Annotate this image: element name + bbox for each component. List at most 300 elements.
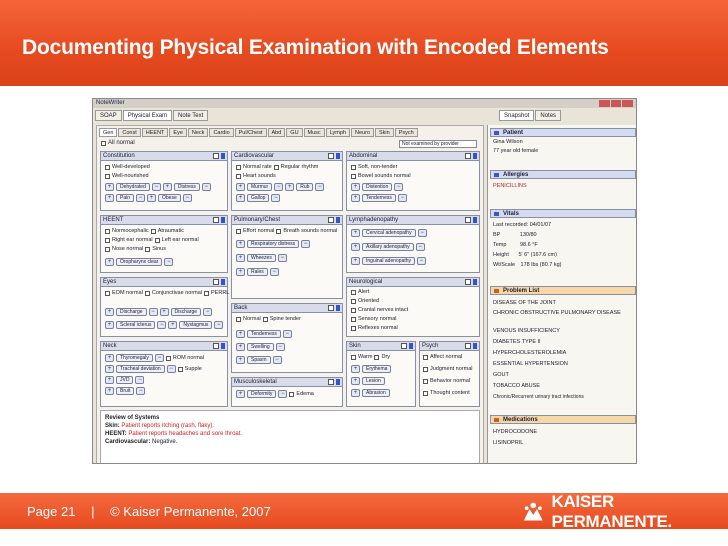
add-finding-button[interactable]: + xyxy=(105,387,114,395)
check-label: Heart sounds xyxy=(243,173,276,179)
remove-finding-button[interactable]: − xyxy=(149,308,158,316)
add-finding-button[interactable]: + xyxy=(105,354,114,362)
check-label: Well-developed xyxy=(112,164,150,170)
checkbox[interactable] xyxy=(145,291,150,296)
subtab[interactable]: Const xyxy=(118,128,140,137)
options-icon[interactable] xyxy=(213,343,219,349)
ros-text: Patient reports itching (rash, flaky). xyxy=(121,423,215,429)
remove-finding-button[interactable]: − xyxy=(283,330,292,338)
checkbox[interactable] xyxy=(274,165,279,170)
finding-button[interactable]: Cervical adenopathy xyxy=(362,229,416,237)
checkbox[interactable] xyxy=(374,355,379,360)
add-finding-button[interactable]: + xyxy=(168,321,177,329)
checkbox[interactable] xyxy=(236,165,241,170)
add-finding-button[interactable]: + xyxy=(147,194,156,202)
check-row[interactable] xyxy=(105,173,149,179)
finding-row[interactable] xyxy=(236,240,310,248)
check-row[interactable] xyxy=(105,237,199,243)
section-heent xyxy=(100,215,228,273)
add-finding-button[interactable]: + xyxy=(236,356,245,364)
subtab[interactable]: Cardio xyxy=(209,128,233,137)
review-of-systems-text[interactable] xyxy=(100,410,480,464)
section-cardio xyxy=(231,151,343,211)
check-row[interactable] xyxy=(351,173,411,179)
add-finding-button[interactable]: + xyxy=(236,343,245,351)
remove-finding-button[interactable]: − xyxy=(418,229,427,237)
tab-note-text[interactable]: Note Text xyxy=(173,110,208,121)
finding-row[interactable] xyxy=(351,183,403,191)
subtab[interactable]: HEENT xyxy=(142,128,169,137)
finding-button[interactable]: Discharge xyxy=(116,308,147,316)
checkbox[interactable] xyxy=(155,238,160,243)
remove-finding-button[interactable]: − xyxy=(394,183,403,191)
check-row[interactable] xyxy=(236,164,318,170)
problem-item[interactable]: DISEASE OF THE JOINT xyxy=(493,300,556,306)
problem-item[interactable]: CHRONIC OBSTRUCTIVE PULMONARY DISEASE xyxy=(493,310,621,316)
add-finding-button[interactable]: + xyxy=(351,377,360,385)
flag-icon[interactable] xyxy=(221,343,225,349)
check-row[interactable] xyxy=(236,316,301,322)
remove-finding-button[interactable]: − xyxy=(136,387,145,395)
finding-button[interactable]: Rales xyxy=(247,268,268,276)
checkbox[interactable] xyxy=(105,174,110,179)
check-row[interactable] xyxy=(236,173,276,179)
finding-button[interactable]: Swelling xyxy=(247,343,274,351)
check-label: Nose normal xyxy=(112,246,144,252)
flag-icon[interactable] xyxy=(336,305,340,311)
add-finding-button[interactable]: + xyxy=(236,254,245,262)
medication-item[interactable]: LISINOPRIL xyxy=(493,440,524,446)
add-finding-button[interactable]: + xyxy=(285,183,294,191)
flag-icon[interactable] xyxy=(473,343,477,349)
finding-button[interactable]: Axillary adenopathy xyxy=(362,243,414,251)
remove-finding-button[interactable]: − xyxy=(301,240,310,248)
checkbox[interactable] xyxy=(178,367,183,372)
finding-row[interactable] xyxy=(105,321,223,329)
checkbox[interactable] xyxy=(263,317,268,322)
vital-label: Wt/Scale xyxy=(493,262,516,268)
check-row[interactable] xyxy=(351,316,397,322)
check-row[interactable] xyxy=(105,246,166,252)
vital-row xyxy=(493,252,557,258)
subtab[interactable]: Pul/Chest xyxy=(235,128,267,137)
finding-row[interactable] xyxy=(105,376,144,384)
finding-row[interactable] xyxy=(236,356,282,364)
checkbox[interactable] xyxy=(105,291,110,296)
remove-finding-button[interactable]: − xyxy=(416,243,425,251)
remove-finding-button[interactable]: − xyxy=(164,258,173,266)
options-icon[interactable] xyxy=(465,153,471,159)
finding-button[interactable]: Dehydrated xyxy=(116,183,150,191)
finding-row[interactable] xyxy=(105,387,145,395)
finding-button[interactable]: Obese xyxy=(158,194,181,202)
check-row[interactable] xyxy=(351,164,397,170)
section-neck xyxy=(100,341,228,407)
vitals-header[interactable]: Vitals xyxy=(490,209,636,218)
add-finding-button[interactable]: + xyxy=(105,376,114,384)
remove-finding-button[interactable]: − xyxy=(214,321,223,329)
checkbox[interactable] xyxy=(236,174,241,179)
check-label: Behavior normal xyxy=(430,378,471,384)
patient-header[interactable]: Patient xyxy=(490,128,636,137)
add-finding-button[interactable]: + xyxy=(105,365,114,373)
vital-value: 5' 6" (167.6 cm) xyxy=(518,252,557,258)
section-title: Skin xyxy=(349,343,361,349)
check-label: Left ear normal xyxy=(161,237,199,243)
remove-finding-button[interactable]: − xyxy=(315,183,324,191)
ros-text: Patient reports headaches and sore throat. xyxy=(128,431,243,437)
finding-row[interactable] xyxy=(236,390,314,398)
add-finding-button[interactable]: + xyxy=(351,389,360,397)
add-finding-button[interactable]: + xyxy=(351,243,360,251)
finding-button[interactable]: Tenderness xyxy=(362,194,396,202)
checkbox[interactable] xyxy=(351,174,356,179)
finding-button[interactable]: Rub xyxy=(296,183,313,191)
subtab[interactable]: Eye xyxy=(169,128,186,137)
add-finding-button[interactable]: + xyxy=(236,268,245,276)
checkbox[interactable] xyxy=(423,391,428,396)
remove-finding-button[interactable]: − xyxy=(203,308,212,316)
remove-finding-button[interactable]: − xyxy=(167,365,176,373)
section-abdominal xyxy=(346,151,480,211)
checkbox[interactable] xyxy=(351,317,356,322)
add-finding-button[interactable]: + xyxy=(160,308,169,316)
checkbox[interactable] xyxy=(151,229,156,234)
check-row[interactable] xyxy=(351,354,390,360)
finding-row[interactable] xyxy=(351,257,426,265)
add-finding-button[interactable]: + xyxy=(105,194,114,202)
checkbox[interactable] xyxy=(105,165,110,170)
finding-row[interactable] xyxy=(351,389,390,397)
checkbox[interactable] xyxy=(351,165,356,170)
remove-finding-button[interactable]: − xyxy=(270,268,279,276)
medication-item[interactable]: HYDROCODONE xyxy=(493,429,538,435)
finding-button[interactable]: Deformity xyxy=(247,390,276,398)
finding-button[interactable]: Bruit xyxy=(116,387,134,395)
tab-soap[interactable]: SOAP xyxy=(95,110,122,121)
section-header xyxy=(347,342,415,351)
checkbox[interactable] xyxy=(236,317,241,322)
finding-button[interactable]: Discharge xyxy=(171,308,202,316)
remove-finding-button[interactable]: − xyxy=(417,257,426,265)
add-finding-button[interactable]: + xyxy=(351,194,360,202)
all-normal-checkbox[interactable] xyxy=(101,140,135,146)
finding-button[interactable]: Distress xyxy=(174,183,200,191)
check-row[interactable] xyxy=(423,366,473,372)
problem-item[interactable]: HYPERCHOLESTEROLEMIA xyxy=(493,350,567,356)
finding-row[interactable] xyxy=(351,194,407,202)
section-header xyxy=(101,342,227,351)
check-row[interactable] xyxy=(105,164,150,170)
finding-button[interactable]: Murmur xyxy=(247,183,272,191)
window-controls[interactable] xyxy=(599,100,633,107)
flag-icon[interactable] xyxy=(473,217,477,223)
options-icon[interactable] xyxy=(213,217,219,223)
check-row[interactable] xyxy=(351,307,408,313)
flag-icon[interactable] xyxy=(473,153,477,159)
slide-title-bar xyxy=(0,0,728,86)
checkbox[interactable] xyxy=(351,290,356,295)
tab-physical-exam[interactable]: Physical Exam xyxy=(123,110,172,121)
add-finding-button[interactable]: + xyxy=(163,183,172,191)
add-finding-button[interactable]: + xyxy=(105,258,114,266)
subtab[interactable]: Neck xyxy=(188,128,209,137)
finding-row[interactable] xyxy=(351,377,385,385)
check-label: Judgment normal xyxy=(430,366,473,372)
section-title: Abdominal xyxy=(349,153,378,159)
remove-finding-button[interactable]: − xyxy=(274,183,283,191)
subtab[interactable]: Lymph xyxy=(326,128,350,137)
check-label: EOM normal xyxy=(112,290,143,296)
check-label: Normal xyxy=(243,316,261,322)
allergies-header[interactable]: Allergies xyxy=(490,170,636,179)
finding-button[interactable]: Inguinal adenopathy xyxy=(362,257,415,265)
snapshot-panel xyxy=(487,125,637,464)
section-header xyxy=(232,216,342,225)
check-row[interactable] xyxy=(105,228,184,234)
options-icon[interactable] xyxy=(465,279,471,285)
add-finding-button[interactable]: + xyxy=(236,390,245,398)
finding-button[interactable]: Spasm xyxy=(247,356,271,364)
exam-pane xyxy=(96,125,484,464)
check-row[interactable] xyxy=(351,298,379,304)
finding-button[interactable]: Gallop xyxy=(247,194,269,202)
vital-label: Last recorded: xyxy=(493,222,529,228)
subtab[interactable]: Psych xyxy=(395,128,418,137)
remove-finding-button[interactable]: − xyxy=(278,254,287,262)
close-icon[interactable] xyxy=(622,100,633,107)
remove-finding-button[interactable]: − xyxy=(135,376,144,384)
add-finding-button[interactable]: + xyxy=(351,257,360,265)
section-header xyxy=(101,216,227,225)
check-row[interactable] xyxy=(105,290,229,296)
subtab[interactable]: Neuro xyxy=(351,128,374,137)
problem-item[interactable]: VENOUS INSUFFICIENCY xyxy=(493,328,560,334)
section-neurological xyxy=(346,277,480,337)
remove-finding-button[interactable]: − xyxy=(273,356,282,364)
flag-icon[interactable] xyxy=(221,153,225,159)
check-label: Bowel sounds normal xyxy=(358,173,411,179)
finding-button[interactable]: Nystagmus xyxy=(179,321,212,329)
add-finding-button[interactable]: + xyxy=(236,330,245,338)
add-finding-button[interactable]: + xyxy=(351,183,360,191)
flag-icon[interactable] xyxy=(221,279,225,285)
checkbox[interactable] xyxy=(423,379,428,384)
slide-title: Documenting Physical Examination with Encoded Elements xyxy=(22,36,609,59)
finding-row[interactable] xyxy=(236,343,285,351)
finding-row[interactable] xyxy=(105,365,202,373)
check-row[interactable] xyxy=(423,390,470,396)
medications-header[interactable]: Medications xyxy=(490,415,636,424)
kaiser-logo xyxy=(521,492,728,531)
options-icon[interactable] xyxy=(328,153,334,159)
vital-row xyxy=(493,242,538,248)
options-icon[interactable] xyxy=(328,305,334,311)
finding-row[interactable] xyxy=(236,254,287,262)
ros-line xyxy=(105,438,475,446)
add-finding-button[interactable]: + xyxy=(236,194,245,202)
problem-item[interactable]: Chronic/Recurrent urinary tract infections xyxy=(493,394,584,400)
check-row[interactable] xyxy=(351,289,369,295)
checkbox[interactable] xyxy=(105,247,110,252)
finding-row[interactable] xyxy=(236,183,324,191)
finding-row[interactable] xyxy=(351,365,391,373)
section-lymph xyxy=(346,215,480,273)
flag-icon[interactable] xyxy=(221,217,225,223)
finding-button[interactable]: Thyromegaly xyxy=(116,354,153,362)
checkbox[interactable] xyxy=(351,355,356,360)
not-examined-button[interactable]: Not examined by provider xyxy=(399,140,477,148)
vital-label: Height xyxy=(493,252,509,258)
flag-icon[interactable] xyxy=(336,153,340,159)
finding-button[interactable]: Tenderness xyxy=(247,330,281,338)
remove-finding-button[interactable]: − xyxy=(276,343,285,351)
problem-item[interactable]: ESSENTIAL HYPERTENSION xyxy=(493,361,568,367)
finding-button[interactable]: Pain xyxy=(116,194,134,202)
vital-label: BP xyxy=(493,232,501,238)
check-label: Oriented xyxy=(358,298,380,304)
options-icon[interactable] xyxy=(328,217,334,223)
options-icon[interactable] xyxy=(401,343,407,349)
finding-row[interactable] xyxy=(351,229,427,237)
section-title: Eyes xyxy=(103,279,117,285)
remove-finding-button[interactable]: − xyxy=(136,194,145,202)
finding-button[interactable]: JVD xyxy=(116,376,133,384)
flag-icon[interactable] xyxy=(336,217,340,223)
subtab[interactable]: Skin xyxy=(375,128,394,137)
flag-icon[interactable] xyxy=(473,279,477,285)
maximize-icon[interactable] xyxy=(611,100,622,107)
checkbox[interactable] xyxy=(351,326,356,331)
check-label: Sensory normal xyxy=(358,316,397,322)
options-icon[interactable] xyxy=(465,217,471,223)
finding-button[interactable]: Abrasion xyxy=(362,389,390,397)
section-title: Back xyxy=(234,305,248,311)
finding-row[interactable] xyxy=(105,258,173,266)
problem-item[interactable]: GOUT xyxy=(493,372,509,378)
notewriter-window xyxy=(92,98,637,464)
add-finding-button[interactable]: + xyxy=(105,183,114,191)
finding-button[interactable]: Tracheal deviation xyxy=(116,365,165,373)
checkbox[interactable] xyxy=(351,299,356,304)
subtab[interactable]: Musc xyxy=(304,128,325,137)
checkbox[interactable] xyxy=(166,356,171,361)
ros-label: Skin: xyxy=(105,423,120,429)
subtab[interactable]: Gen xyxy=(99,128,117,137)
finding-button[interactable]: Distention xyxy=(362,183,392,191)
add-finding-button[interactable]: + xyxy=(105,321,114,329)
section-skin xyxy=(346,341,416,407)
finding-button[interactable]: Lesion xyxy=(362,377,385,385)
remove-finding-button[interactable]: − xyxy=(157,321,166,329)
flag-icon[interactable] xyxy=(336,379,340,385)
finding-button[interactable]: Oropharynx clear xyxy=(116,258,162,266)
finding-row[interactable] xyxy=(105,308,212,316)
finding-row[interactable] xyxy=(236,268,279,276)
check-label: Edema xyxy=(296,391,314,397)
check-label: Sinus xyxy=(152,246,166,252)
remove-finding-button[interactable]: − xyxy=(202,183,211,191)
finding-row[interactable] xyxy=(105,183,211,191)
minimize-icon[interactable] xyxy=(599,100,610,107)
checkbox[interactable] xyxy=(423,367,428,372)
options-icon[interactable] xyxy=(465,343,471,349)
problem-list-header[interactable]: Problem List xyxy=(490,286,636,295)
section-title: HEENT xyxy=(103,217,124,223)
checkbox[interactable] xyxy=(423,355,428,360)
checkbox[interactable] xyxy=(289,392,294,397)
finding-button[interactable]: Erythema xyxy=(362,365,391,373)
check-label: Well-nourished xyxy=(112,173,149,179)
section-header xyxy=(347,216,479,225)
checkbox[interactable] xyxy=(204,291,209,296)
remove-finding-button[interactable]: − xyxy=(398,194,407,202)
remove-finding-button[interactable]: − xyxy=(278,390,287,398)
check-label: ROM normal xyxy=(172,355,205,361)
problem-item[interactable]: DIABETES TYPE II xyxy=(493,339,541,345)
add-finding-button[interactable]: + xyxy=(351,365,360,373)
finding-button[interactable]: Wheezes xyxy=(247,254,276,262)
tab-notes[interactable]: Notes xyxy=(535,110,561,121)
section-header xyxy=(101,278,227,287)
finding-row[interactable] xyxy=(236,194,280,202)
add-finding-button[interactable]: + xyxy=(105,308,114,316)
add-finding-button[interactable]: + xyxy=(236,240,245,248)
checkbox[interactable] xyxy=(105,238,110,243)
check-row[interactable] xyxy=(351,325,398,331)
finding-row[interactable] xyxy=(236,330,292,338)
tab-snapshot[interactable]: Snapshot xyxy=(499,110,534,121)
problem-item[interactable]: TOBACCO ABUSE xyxy=(493,383,540,389)
finding-button[interactable]: Scleral icterus xyxy=(116,321,155,329)
check-row[interactable] xyxy=(423,378,470,384)
checkbox[interactable] xyxy=(105,229,110,234)
options-icon[interactable] xyxy=(213,279,219,285)
flag-icon[interactable] xyxy=(409,343,413,349)
add-finding-button[interactable]: + xyxy=(236,183,245,191)
options-icon[interactable] xyxy=(328,379,334,385)
check-label: Spine tender xyxy=(269,316,301,322)
finding-row[interactable] xyxy=(105,354,204,362)
check-row[interactable] xyxy=(236,228,337,234)
section-header xyxy=(347,278,479,287)
section-title: Constitution xyxy=(103,153,135,159)
check-row[interactable] xyxy=(423,354,462,360)
remove-finding-button[interactable]: − xyxy=(183,194,192,202)
copyright: © Kaiser Permanente, 2007 xyxy=(110,504,271,519)
remove-finding-button[interactable]: − xyxy=(155,354,164,362)
finding-button[interactable]: Respiratory distress xyxy=(247,240,299,248)
checkbox[interactable] xyxy=(101,141,106,146)
options-icon[interactable] xyxy=(213,153,219,159)
finding-row[interactable] xyxy=(105,194,192,202)
check-label: Normocephalic xyxy=(112,228,149,234)
section-header xyxy=(232,152,342,161)
subtab[interactable]: GU xyxy=(286,128,302,137)
check-label: Normal rate xyxy=(243,164,272,170)
right-tabs xyxy=(499,110,561,121)
remove-finding-button[interactable]: − xyxy=(271,194,280,202)
add-finding-button[interactable]: + xyxy=(351,229,360,237)
checkbox[interactable] xyxy=(236,229,241,234)
checkbox[interactable] xyxy=(351,308,356,313)
check-label: Right ear normal xyxy=(112,237,153,243)
remove-finding-button[interactable]: − xyxy=(152,183,161,191)
finding-row[interactable] xyxy=(351,243,425,251)
checkbox[interactable] xyxy=(276,229,281,234)
subtab[interactable]: Abd xyxy=(268,128,286,137)
checkbox[interactable] xyxy=(145,247,150,252)
